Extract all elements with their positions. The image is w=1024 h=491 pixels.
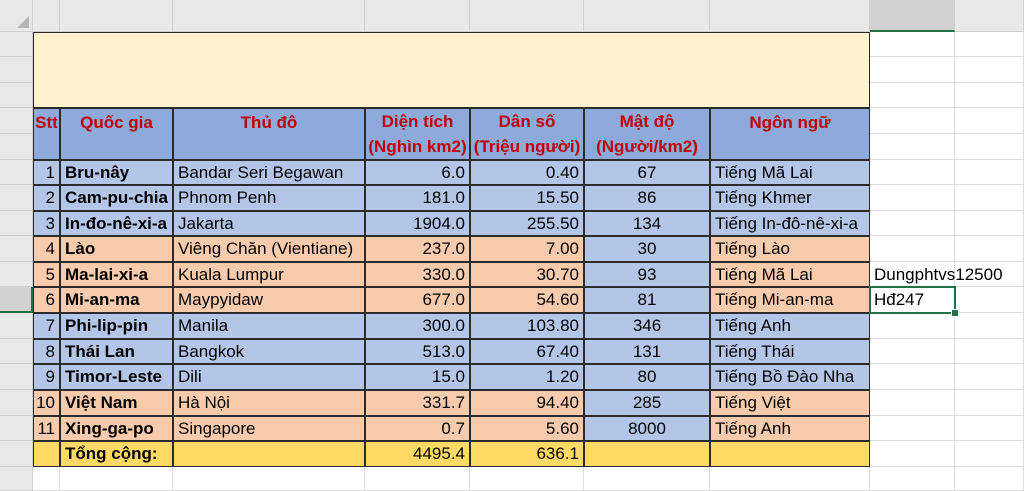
cell-capital[interactable]: Maypyidaw [173, 287, 365, 313]
cell-country[interactable]: Ma-lai-xi-a [60, 262, 173, 287]
grid-cell[interactable] [955, 83, 1024, 108]
cell-stt[interactable]: 3 [33, 211, 60, 236]
cell-language[interactable]: Tiếng Việt [710, 390, 870, 416]
cell-area[interactable]: 331.7 [365, 390, 470, 416]
grid-cell[interactable] [955, 441, 1024, 467]
grid-cell[interactable] [710, 467, 870, 491]
cell-language[interactable]: Tiếng Anh [710, 313, 870, 339]
cell-h11[interactable]: Hđ247 [874, 290, 925, 309]
grid-cell[interactable] [870, 185, 955, 211]
cell-density[interactable]: 93 [584, 262, 710, 287]
cell-country[interactable]: Thái Lan [60, 339, 173, 364]
cell-stt[interactable]: 1 [33, 160, 60, 185]
column-header-h[interactable] [870, 0, 955, 32]
cell-stt[interactable]: 11 [33, 416, 60, 441]
grid-cell[interactable] [470, 467, 584, 491]
cell-capital[interactable]: Dili [173, 364, 365, 390]
cell-population[interactable]: 5.60 [470, 416, 584, 441]
header-capital[interactable]: Thủ đô [173, 108, 365, 160]
cell-country[interactable]: Timor-Leste [60, 364, 173, 390]
grid-cell[interactable] [955, 339, 1024, 364]
cell-stt[interactable]: 5 [33, 262, 60, 287]
column-header-a[interactable] [33, 0, 60, 32]
column-header-f[interactable] [584, 0, 710, 32]
header-area[interactable] [365, 108, 470, 160]
cell-density[interactable]: 67 [584, 160, 710, 185]
row-header-7[interactable] [0, 185, 33, 211]
header-country[interactable]: Quốc gia [60, 108, 173, 160]
total-population[interactable]: 636.1 [470, 441, 584, 467]
row-header-13[interactable] [0, 339, 33, 364]
header-area-line-1: Diện tích [381, 111, 454, 131]
cell-density[interactable]: 131 [584, 339, 710, 364]
cell-area[interactable]: 181.0 [365, 185, 470, 211]
grid-cell[interactable] [870, 467, 955, 491]
cell-stt[interactable]: 7 [33, 313, 60, 339]
cell-country[interactable]: Xing-ga-po [60, 416, 173, 441]
cell-language[interactable]: Tiếng Bồ Đào Nha [710, 364, 870, 390]
header-density-line-2: (Người/km2) [596, 136, 698, 156]
header-language[interactable]: Ngôn ngữ [710, 108, 870, 160]
cell-capital[interactable]: Kuala Lumpur [173, 262, 365, 287]
grid-cell[interactable] [955, 160, 1024, 185]
cell-population[interactable]: 15.50 [470, 185, 584, 211]
grid-cell[interactable] [870, 416, 955, 441]
grid-cell[interactable] [955, 287, 1024, 313]
column-header-c[interactable] [173, 0, 365, 32]
header-density-line-1: Mật độ [619, 111, 675, 131]
grid-cell[interactable] [955, 108, 1024, 134]
row-header-11[interactable] [0, 287, 33, 313]
total-cell-c[interactable] [173, 441, 365, 467]
row-header-10[interactable] [0, 262, 33, 287]
grid-cell[interactable] [33, 467, 60, 491]
grid-cell[interactable] [870, 57, 955, 83]
cell-language[interactable]: Tiếng Mã Lai [710, 160, 870, 185]
column-header-i[interactable] [955, 0, 1024, 32]
row-header-15[interactable] [0, 390, 33, 416]
cell-stt[interactable]: 2 [33, 185, 60, 211]
grid-cell[interactable] [870, 236, 955, 262]
cell-h10[interactable]: Dungphtvs12500 [874, 264, 1003, 284]
cell-capital[interactable]: Hà Nội [173, 390, 365, 416]
cell-country[interactable]: Phi-lip-pin [60, 313, 173, 339]
grid-cell[interactable] [870, 339, 955, 364]
cell-stt[interactable]: 4 [33, 236, 60, 262]
header-population-line-1: Dân số [498, 111, 556, 131]
grid-cell[interactable] [955, 467, 1024, 491]
cell-language[interactable]: Tiếng Mi-an-ma [710, 287, 870, 313]
cell-density[interactable]: 30 [584, 236, 710, 262]
cell-density[interactable]: 346 [584, 313, 710, 339]
total-cell-a[interactable] [33, 441, 60, 467]
grid-cell[interactable] [955, 134, 1024, 160]
row-header-2[interactable] [0, 57, 33, 83]
cell-language[interactable]: Tiếng In-đô-nê-xi-a [710, 211, 870, 236]
cell-area[interactable]: 237.0 [365, 236, 470, 262]
grid-cell[interactable] [870, 390, 955, 416]
column-header-e[interactable] [470, 0, 584, 32]
column-header-b[interactable] [60, 0, 173, 32]
grid-cell[interactable] [955, 390, 1024, 416]
grid-cell[interactable] [955, 416, 1024, 441]
cell-population[interactable]: 1.20 [470, 364, 584, 390]
cell-country[interactable]: Việt Nam [60, 390, 173, 416]
cell-capital[interactable]: Jakarta [173, 211, 365, 236]
cell-area[interactable]: 15.0 [365, 364, 470, 390]
sheet-title[interactable] [33, 32, 870, 108]
cell-area[interactable]: 0.7 [365, 416, 470, 441]
cell-capital[interactable]: Manila [173, 313, 365, 339]
grid-cell[interactable] [870, 441, 955, 467]
grid-cell[interactable] [870, 313, 955, 339]
grid-cell[interactable] [955, 236, 1024, 262]
grid-cell[interactable] [870, 160, 955, 185]
row-header-16[interactable] [0, 416, 33, 441]
grid-cell[interactable] [870, 108, 955, 134]
cell-stt[interactable]: 8 [33, 339, 60, 364]
cell-population[interactable]: 67.40 [470, 339, 584, 364]
cell-population[interactable]: 0.40 [470, 160, 584, 185]
grid-cell[interactable] [60, 467, 173, 491]
cell-density[interactable]: 285 [584, 390, 710, 416]
cell-area[interactable]: 1904.0 [365, 211, 470, 236]
cell-area[interactable]: 677.0 [365, 287, 470, 313]
header-population[interactable] [470, 108, 584, 160]
row-header-4[interactable] [0, 108, 33, 134]
cell-population[interactable]: 103.80 [470, 313, 584, 339]
grid-cell[interactable] [955, 211, 1024, 236]
grid-cell[interactable] [955, 313, 1024, 339]
cell-area[interactable]: 513.0 [365, 339, 470, 364]
row-header-6[interactable] [0, 160, 33, 185]
row-header-9[interactable] [0, 236, 33, 262]
grid-cell[interactable] [870, 134, 955, 160]
cell-stt[interactable]: 10 [33, 390, 60, 416]
header-density[interactable] [584, 108, 710, 160]
grid-cell[interactable] [955, 364, 1024, 390]
cell-population[interactable]: 54.60 [470, 287, 584, 313]
row-header-14[interactable] [0, 364, 33, 390]
row-header-3[interactable] [0, 83, 33, 108]
total-cell-f[interactable] [584, 441, 710, 467]
cell-stt[interactable]: 6 [33, 287, 60, 313]
cell-capital[interactable]: Singapore [173, 416, 365, 441]
grid-cell[interactable] [365, 467, 470, 491]
row-header-1[interactable] [0, 32, 33, 57]
cell-density[interactable]: 80 [584, 364, 710, 390]
column-header-d[interactable] [365, 0, 470, 32]
row-header-17[interactable] [0, 441, 33, 467]
grid-cell[interactable] [870, 364, 955, 390]
header-population-line-2: (Triệu người) [473, 136, 581, 156]
cell-area[interactable]: 6.0 [365, 160, 470, 185]
cell-stt[interactable]: 9 [33, 364, 60, 390]
cell-capital[interactable]: Phnom Penh [173, 185, 365, 211]
row-header-12[interactable] [0, 313, 33, 339]
header-area-line-2: (Nghìn km2) [368, 136, 467, 156]
cell-capital[interactable]: Bangkok [173, 339, 365, 364]
row-header-5[interactable] [0, 134, 33, 160]
cell-language[interactable]: Tiếng Khmer [710, 185, 870, 211]
grid-cell[interactable] [955, 185, 1024, 211]
cell-capital[interactable]: Viêng Chăn (Vientiane) [173, 236, 365, 262]
cell-language[interactable]: Tiếng Thái [710, 339, 870, 364]
grid-cell[interactable] [870, 32, 955, 57]
grid-cell[interactable] [955, 57, 1024, 83]
cell-area[interactable]: 300.0 [365, 313, 470, 339]
cell-language[interactable]: Tiếng Mã Lai [710, 262, 870, 287]
cell-language[interactable]: Tiếng Lào [710, 236, 870, 262]
row-header-18[interactable] [0, 467, 33, 491]
grid-cell[interactable] [584, 467, 710, 491]
cell-country[interactable]: Cam-pu-chia [60, 185, 173, 211]
cell-area[interactable]: 330.0 [365, 262, 470, 287]
cell-country[interactable]: Bru-nây [60, 160, 173, 185]
fill-handle[interactable] [951, 309, 959, 317]
cell-country[interactable]: Mi-an-ma [60, 287, 173, 313]
column-header-g[interactable] [710, 0, 870, 32]
select-all-button[interactable] [0, 0, 33, 32]
grid-cell[interactable] [870, 211, 955, 236]
cell-language[interactable]: Tiếng Anh [710, 416, 870, 441]
cell-country[interactable]: In-đo-nê-xi-a [60, 211, 173, 236]
grid-cell[interactable] [173, 467, 365, 491]
active-cell-selection[interactable] [869, 286, 956, 314]
header-stt[interactable]: Stt [33, 108, 60, 160]
cell-density[interactable]: 81 [584, 287, 710, 313]
cell-population[interactable]: 255.50 [470, 211, 584, 236]
total-label[interactable]: Tổng cộng: [60, 441, 173, 467]
grid-cell[interactable] [955, 32, 1024, 57]
total-cell-g[interactable] [710, 441, 870, 467]
grid-cell[interactable] [870, 83, 955, 108]
cell-density[interactable]: 86 [584, 185, 710, 211]
row-header-8[interactable] [0, 211, 33, 236]
cell-density[interactable]: 8000 [584, 416, 710, 441]
cell-country[interactable]: Lào [60, 236, 173, 262]
cell-density[interactable]: 134 [584, 211, 710, 236]
cell-population[interactable]: 30.70 [470, 262, 584, 287]
cell-population[interactable]: 94.40 [470, 390, 584, 416]
cell-capital[interactable]: Bandar Seri Begawan [173, 160, 365, 185]
total-area[interactable]: 4495.4 [365, 441, 470, 467]
cell-population[interactable]: 7.00 [470, 236, 584, 262]
